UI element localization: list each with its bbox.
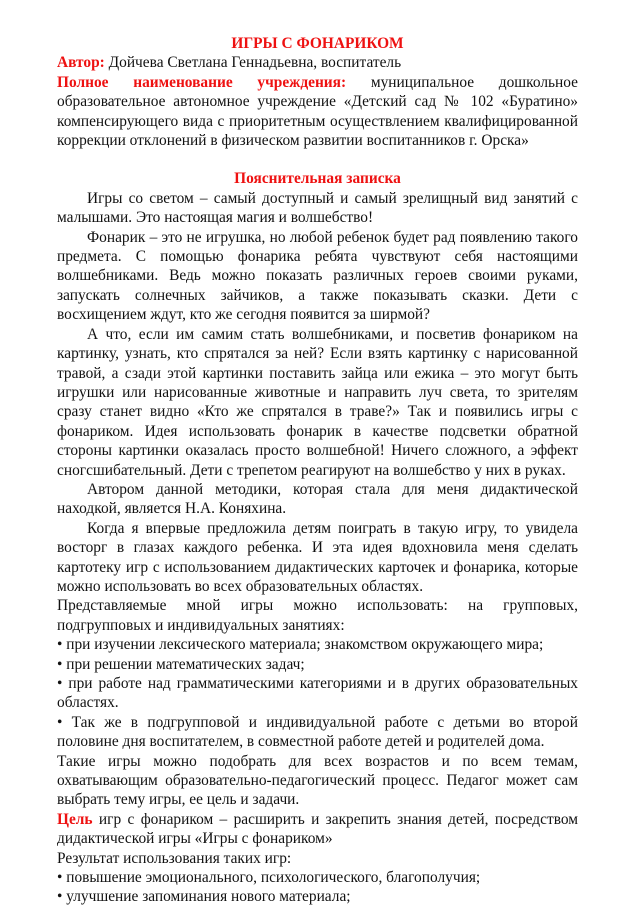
paragraph: Автором данной методики, которая стала для меня дидактической находкой, является Н.А. Коняхина. [57, 480, 578, 518]
usage-intro: Представляемые мной игры можно использовать: на групповых, подгрупповых и индивидуальных занятиях: [57, 597, 578, 634]
document-title: ИГРЫ С ФОНАРИКОМ [231, 35, 404, 52]
paragraph: А что, если им самим стать волшебниками, и посветив фонариком на картинку, узнать, кто спрятался за ней? Если взять картинку с нарисованной травой, а сзади этой картинки поставить зайца или ежика – это могут быть игрушки или нарисованные животные и направить луч света, то зрителям сразу станет видно «Кто же спрятался в траве?» Так и появились игры с фонариком. Идея использовать фонарик в качестве подсветки обратной стороны картинки оказалась просто волшебной! Ничего сложного, а эффект сногсшибательный. Дети с трепетом реагируют на волшебство у них в руках. [57, 325, 578, 479]
institution-value: муниципальное дошкольное образовательное автономное учреждение «Детский сад № 102 «Буратино» компенсирующего вида с приоритетным осуществлением квалифицированной коррекции отклонений в физическом развитии воспитанников г. Орска» [57, 73, 578, 150]
author-label: Автор: [57, 54, 105, 72]
document-page [57, 34, 578, 907]
institution-line [57, 73, 578, 151]
result-intro: Результат использования таких игр: [57, 849, 292, 867]
goal-line [57, 810, 578, 849]
goal-text: игр с фонариком – расширить и закрепить знания детей, посредством дидактической игры «Игры с фонариком» [57, 810, 578, 848]
usage-item: • при работе над грамматическими категориями и в других образовательных областях. [57, 675, 578, 712]
section-title: Пояснительная записка [234, 170, 401, 188]
selection-text: Такие игры можно подобрать для всех возрастов и по всем темам, охватывающим образовательно-педагогический процесс. Педагог может сам выбрать тему игры, ее цель и задачи. [57, 752, 578, 809]
paragraph: Когда я впервые предложила детям поиграть в такую игру, то увидела восторг в глазах каждого ребенка. И эта идея вдохновила меня сделать картотеку игр с использованием дидактических карточек и фонарика, которые можно использовать во всех образовательных областях. [57, 519, 578, 595]
usage-item: • при решении математических задач; [57, 655, 305, 673]
result-item: • улучшение запоминания нового материала; [57, 888, 351, 906]
institution-label: Полное наименование учреждения: [57, 73, 347, 91]
result-item: • повышение эмоционального, психологического, благополучия; [57, 869, 481, 887]
author-line [57, 53, 578, 72]
paragraph: Фонарик – это не игрушка, но любой ребенок будет рад появлению такого предмета. С помощью фонарика ребята чувствуют себя настоящими волшебниками. Ведь можно показать различных героев своими руками, запускать солнечных зайчиков, а также показывать сказки. Дети с восхищением ждут, кто же сегодня появится за ширмой? [57, 228, 578, 324]
usage-item: • при изучении лексического материала; знакомством окружающего мира; [57, 636, 544, 654]
usage-item: • Так же в подгрупповой и индивидуальной работе с детьми во второй половине дня воспитателем, в совместной работе детей и родителей дома. [57, 713, 578, 751]
author-value: Дойчева Светлана Геннадьевна, воспитатель [104, 54, 402, 72]
goal-label: Цель [57, 810, 93, 828]
paragraph: Игры со светом – самый доступный и самый зрелищный вид занятий с малышами. Это настоящая магия и волшебство! [57, 189, 578, 227]
